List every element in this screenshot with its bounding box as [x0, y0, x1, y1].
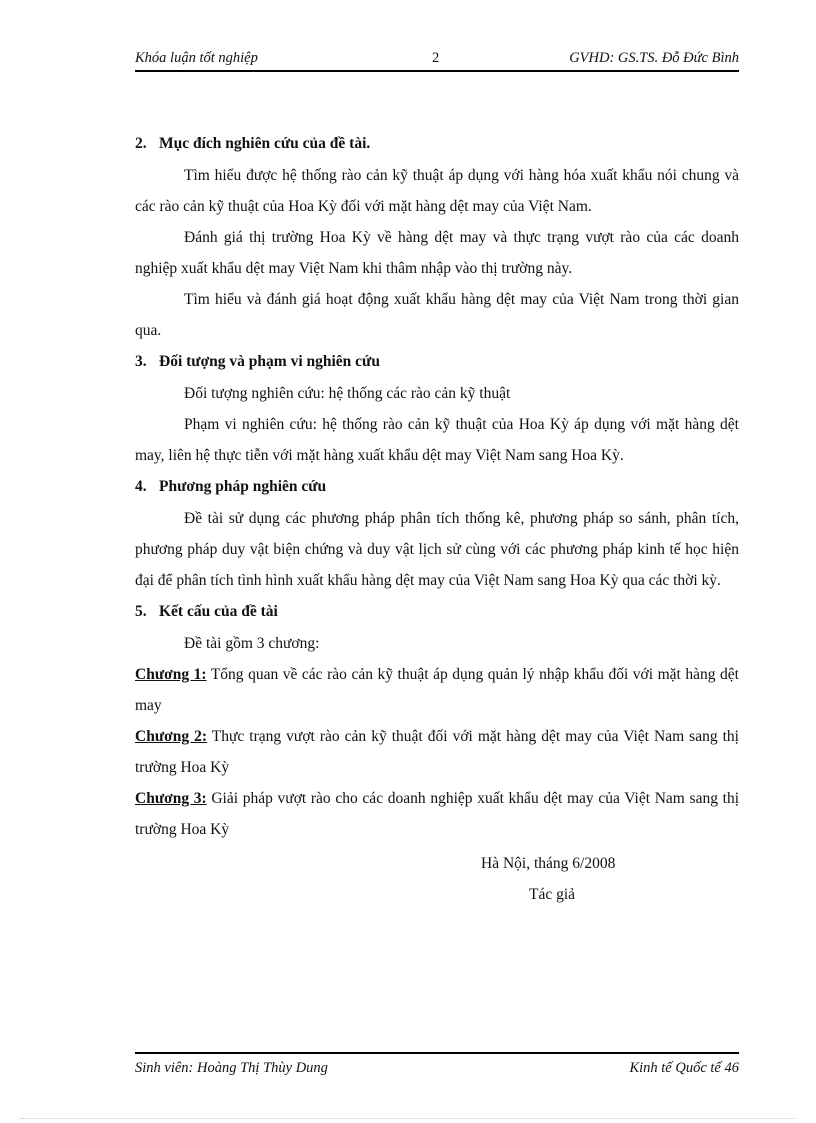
header-supervisor: GVHD: GS.TS. Đỗ Đức Bình [569, 50, 739, 66]
header-thesis-label: Khóa luận tốt nghiệp [135, 50, 258, 66]
chapter-label: Chương 2: [135, 728, 208, 745]
paragraph: Tìm hiểu và đánh giá hoạt động xuất khẩu hàng dệt may của Việt Nam trong thời gian qua. [135, 291, 739, 339]
page-footer [135, 1052, 739, 1080]
paragraph: Phạm vi nghiên cứu: hệ thống rào cản kỹ thuật của Hoa Kỳ áp dụng với mặt hàng dệt may, liên hệ thực tiễn với mặt hàng xuất khẩu dệt may Việt Nam sang Hoa Kỳ. [135, 416, 739, 464]
section-heading [135, 596, 739, 628]
paragraph: Đánh giá thị trường Hoa Kỳ về hàng dệt may và thực trạng vượt rào của các doanh nghiệp xuất khẩu dệt may Việt Nam khi thâm nhập vào thị trường này. [135, 229, 739, 277]
section-number: 2. [135, 135, 147, 152]
chapter-text: Thực trạng vượt rào cản kỹ thuật đối với mặt hàng dệt may của Việt Nam sang thị trường Hoa Kỳ [135, 728, 739, 776]
chapter-text: Tổng quan về các rào cản kỹ thuật áp dụng quản lý nhập khẩu đối với mặt hàng dệt may [135, 666, 739, 714]
chapter-item [135, 783, 739, 845]
section-title: Phương pháp nghiên cứu [159, 478, 327, 495]
page-number: 2 [432, 50, 440, 66]
section-title: Đối tượng và phạm vi nghiên cứu [159, 353, 380, 370]
section-title: Kết cấu của đề tài [159, 603, 278, 620]
chapter-item [135, 659, 739, 721]
section-number: 3. [135, 353, 147, 370]
chapter-text: Giải pháp vượt rào cho các doanh nghiệp xuất khẩu dệt may của Việt Nam sang thị trường Hoa Kỳ [135, 790, 740, 838]
section-heading [135, 346, 739, 378]
section-number: 5. [135, 603, 147, 620]
section-title: Mục đích nghiên cứu của đề tài. [159, 135, 371, 152]
section-number: 4. [135, 478, 147, 495]
paragraph: Tìm hiểu được hệ thống rào cản kỹ thuật áp dụng với hàng hóa xuất khẩu nói chung và các rào cản kỹ thuật của Hoa Kỳ đối với mặt hàng dệt may của Việt Nam. [135, 167, 739, 215]
chapter-label: Chương 1: [135, 666, 207, 683]
paragraph: Đối tượng nghiên cứu: hệ thống các rào cản kỹ thuật [184, 385, 511, 402]
chapter-label: Chương 3: [135, 790, 207, 807]
page-bottom-divider [20, 1118, 796, 1119]
section-heading [135, 471, 739, 503]
footer-class: Kinh tế Quốc tế 46 [629, 1060, 739, 1076]
chapter-item [135, 721, 739, 783]
signature-author: Tác giả [529, 886, 576, 903]
page-content [135, 128, 739, 910]
section-heading [135, 128, 739, 160]
paragraph: Đề tài sử dụng các phương pháp phân tích thống kê, phương pháp so sánh, phân tích, phương pháp duy vật biện chứng và duy vật lịch sử cùng với các phương pháp kinh tế học hiện đại để phân tích tình hình xuất khẩu hàng dệt may của Việt Nam sang Hoa Kỳ qua các thời kỳ. [135, 510, 739, 589]
chapter-intro: Đề tài gồm 3 chương: [184, 635, 320, 652]
footer-student: Sinh viên: Hoàng Thị Thùy Dung [135, 1060, 328, 1076]
signature-place-date: Hà Nội, tháng 6/2008 [481, 855, 616, 872]
page-header [135, 48, 739, 72]
